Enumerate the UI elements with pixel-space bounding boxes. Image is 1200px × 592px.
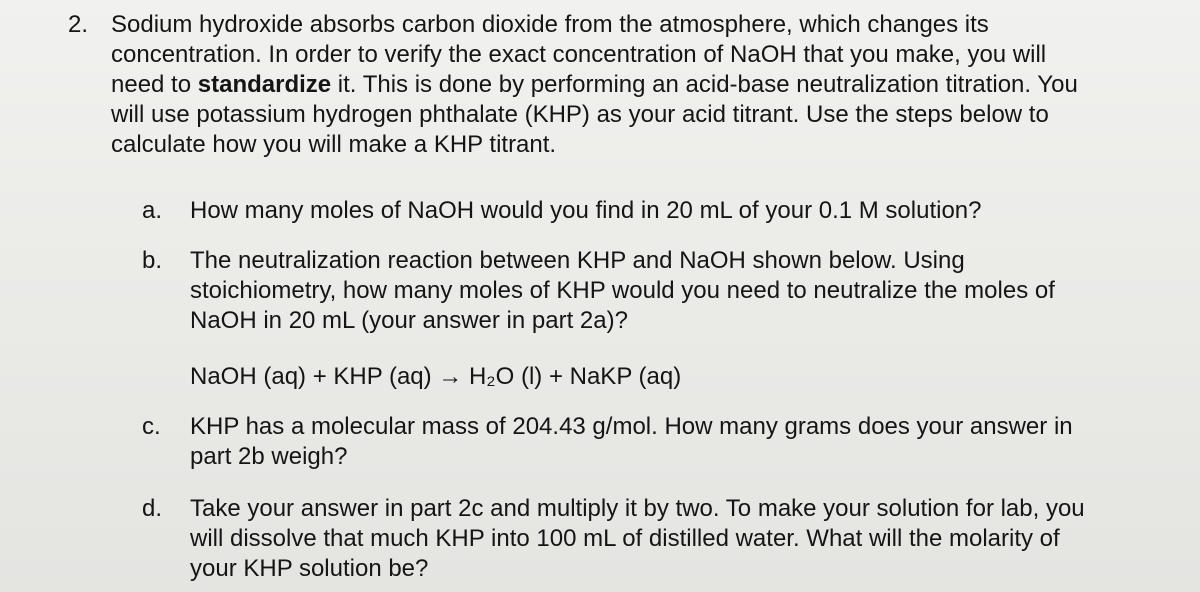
prompt-line-1: Sodium hydroxide absorbs carbon dioxide from the atmosphere, which changes its — [111, 11, 989, 38]
prompt-line-3-end: it. This is done by performing an acid-base neutralization titration. You — [331, 71, 1078, 98]
question-prompt — [111, 10, 1173, 160]
standardize-term: standardize — [197, 71, 332, 98]
part-b-line-1-right: Using — [903, 247, 965, 274]
prompt-line-3-start: need to — [111, 71, 198, 98]
question-number: 2. — [68, 11, 89, 38]
prompt-line-2: concentration. In order to verify the exact concentration of NaOH that you make, you will — [111, 41, 1047, 68]
part-d-letter: d. — [142, 495, 163, 522]
part-d-line-1: Take your answer in part 2c and multiply it by two. To make your solution for lab, you — [190, 495, 1085, 522]
prompt-line-4: will use potassium hydrogen phthalate (KHP) as your acid titrant. Use the steps below to — [111, 101, 1049, 128]
part-b-text — [190, 246, 1180, 336]
part-d-line-2: will dissolve that much KHP into 100 mL of distilled water. What will the molarity of — [190, 525, 1060, 552]
part-d-line-3: your KHP solution be? — [190, 555, 429, 582]
part-c-letter: c. — [142, 413, 161, 440]
part-a-text — [190, 196, 1180, 226]
part-b-line-1-left: The neutralization reaction between KHP and NaOH shown below. — [190, 247, 897, 274]
part-b-line-3: NaOH in 20 mL (your answer in part 2a)? — [190, 307, 628, 334]
part-c-text — [190, 412, 1180, 472]
part-a-line-1: How many moles of NaOH would you find in 20 mL of your 0.1 M solution? — [190, 197, 982, 224]
part-c-line-2: part 2b weigh? — [190, 443, 348, 470]
part-d-text — [190, 494, 1180, 584]
part-c-line-1: KHP has a molecular mass of 204.43 g/mol. How many grams does your answer in — [190, 413, 1073, 440]
prompt-line-5: calculate how you will make a KHP titrant. — [111, 131, 557, 158]
prompt-line-3 — [111, 70, 1173, 100]
part-b-letter: b. — [142, 247, 163, 274]
part-b-line-1 — [190, 246, 1180, 276]
reaction-equation: NaOH (aq) + KHP (aq) → H₂O (l) + NaKP (aq) — [190, 363, 682, 390]
part-a-letter: a. — [142, 197, 163, 224]
part-b-line-2: stoichiometry, how many moles of KHP would you need to neutralize the moles of — [190, 277, 1055, 304]
